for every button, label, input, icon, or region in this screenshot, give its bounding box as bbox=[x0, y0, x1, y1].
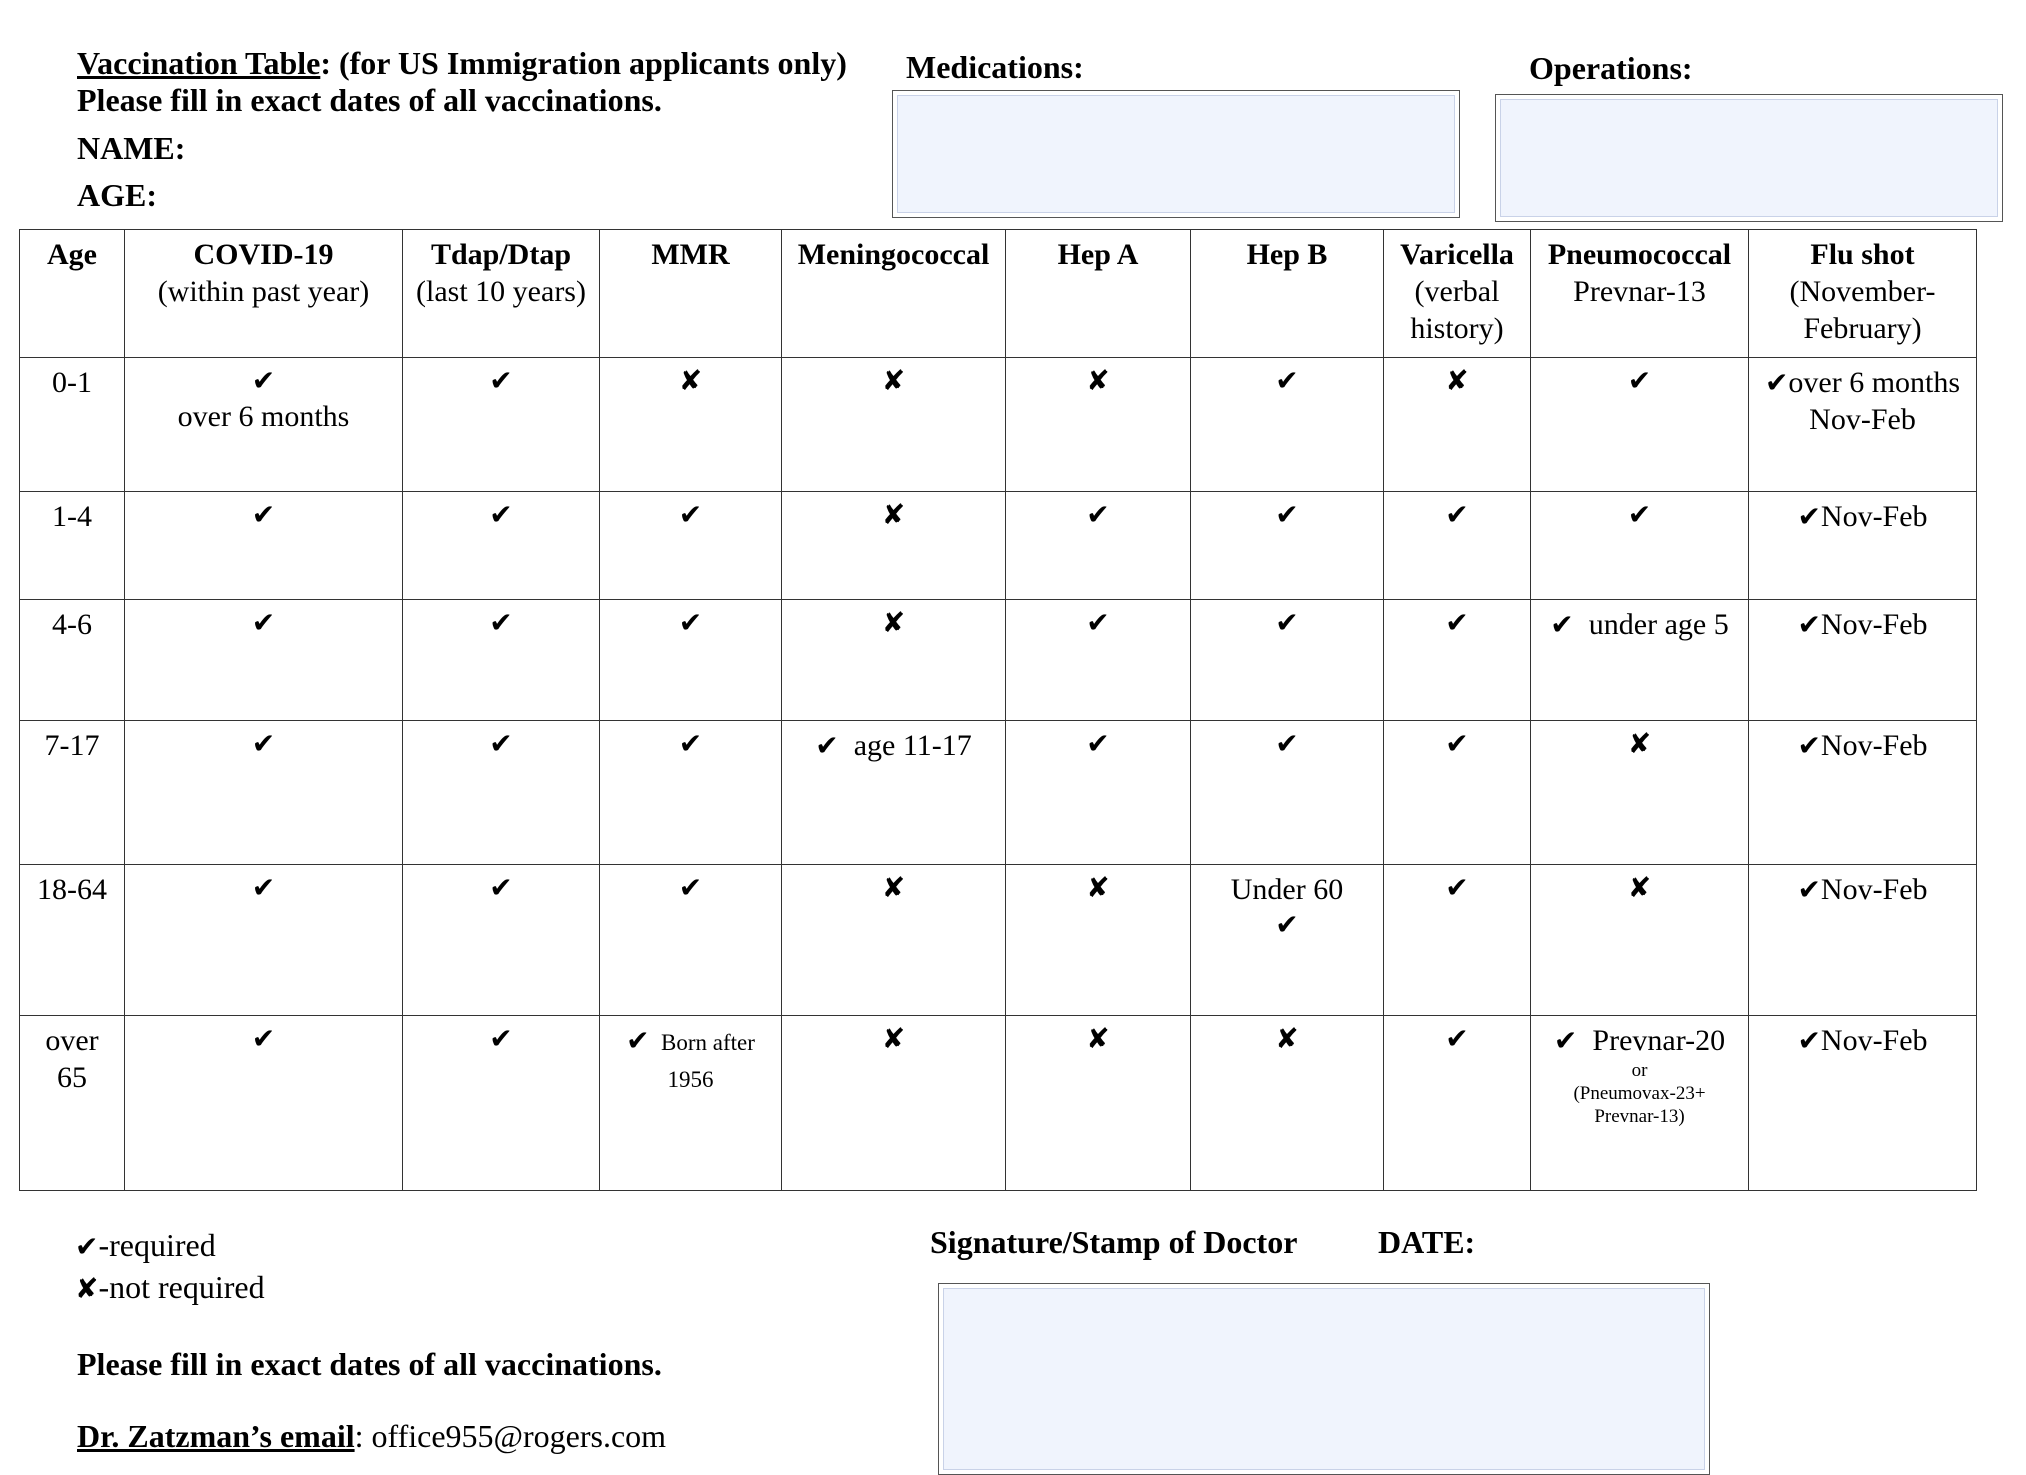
hepb-text: Under 60 bbox=[1230, 873, 1344, 906]
table-row bbox=[20, 865, 1977, 1016]
hep-a-cell bbox=[1006, 1016, 1191, 1191]
covid-cell bbox=[125, 492, 403, 600]
check-icon: ✔ bbox=[489, 871, 513, 904]
flu-cell bbox=[1749, 1016, 1977, 1191]
flu-text: Nov-Feb bbox=[1820, 1024, 1928, 1057]
meningococcal-cell bbox=[782, 600, 1006, 721]
form-title bbox=[77, 44, 847, 82]
col-header-hep-b: Hep B bbox=[1191, 230, 1384, 358]
signature-field[interactable] bbox=[938, 1283, 1710, 1475]
check-icon: ✔ bbox=[489, 498, 513, 531]
hep-a-cell bbox=[1006, 600, 1191, 721]
mmr-text-2: 1956 bbox=[667, 1067, 714, 1092]
mmr-text: Born after bbox=[661, 1030, 755, 1055]
check-icon: ✔ bbox=[1275, 908, 1299, 941]
hep-a-cell bbox=[1006, 492, 1191, 600]
pneumo-alt-2: Prevnar-13) bbox=[1594, 1106, 1685, 1127]
meningococcal-cell bbox=[782, 721, 1006, 865]
covid-cell bbox=[125, 1016, 403, 1191]
tdap-cell bbox=[403, 358, 600, 492]
mmr-cell bbox=[600, 721, 782, 865]
check-icon: ✔ bbox=[251, 364, 276, 397]
age-label: AGE: bbox=[77, 177, 157, 213]
cross-icon: ✘ bbox=[1627, 871, 1652, 904]
flu-cell bbox=[1749, 492, 1977, 600]
check-icon: ✔ bbox=[489, 727, 513, 760]
check-icon: ✔ bbox=[626, 1024, 650, 1057]
col-header-tdap: Tdap/Dtap (last 10 years) bbox=[403, 230, 600, 358]
check-icon: ✔ bbox=[1627, 498, 1652, 531]
operations-label: Operations: bbox=[1529, 50, 1693, 86]
pneumococcal-cell bbox=[1531, 721, 1749, 865]
check-icon: ✔ bbox=[251, 727, 276, 760]
check-icon: ✔ bbox=[1275, 498, 1299, 531]
hep-b-cell bbox=[1191, 865, 1384, 1016]
check-icon: ✔ bbox=[678, 606, 703, 639]
check-icon: ✔ bbox=[1797, 608, 1821, 641]
check-icon: ✔ bbox=[1275, 727, 1299, 760]
flu-text: over 6 months bbox=[1788, 366, 1961, 399]
covid-cell bbox=[125, 600, 403, 721]
tdap-cell bbox=[403, 865, 600, 1016]
cross-icon: ✘ bbox=[1445, 364, 1469, 397]
varicella-cell bbox=[1384, 492, 1531, 600]
hep-a-cell bbox=[1006, 865, 1191, 1016]
age-cell: 7-17 bbox=[20, 721, 125, 865]
hep-b-cell bbox=[1191, 721, 1384, 865]
covid-cell bbox=[125, 358, 403, 492]
pneumo-alt-1: (Pneumovax-23+ bbox=[1573, 1083, 1706, 1104]
tdap-cell bbox=[403, 492, 600, 600]
cross-icon: ✘ bbox=[1086, 364, 1110, 397]
check-icon: ✔ bbox=[1086, 606, 1110, 639]
hep-b-cell bbox=[1191, 358, 1384, 492]
check-icon: ✔ bbox=[1553, 1024, 1578, 1057]
check-icon: ✔ bbox=[1627, 364, 1652, 397]
check-icon: ✔ bbox=[678, 871, 703, 904]
hep-a-cell bbox=[1006, 358, 1191, 492]
flu-cell bbox=[1749, 358, 1977, 492]
mmr-cell bbox=[600, 358, 782, 492]
hep-a-cell bbox=[1006, 721, 1191, 865]
cross-icon: ✘ bbox=[1275, 1022, 1299, 1055]
check-icon: ✔ bbox=[815, 729, 839, 762]
check-icon: ✔ bbox=[1797, 1024, 1821, 1057]
check-icon: ✔ bbox=[1550, 608, 1574, 641]
tdap-cell bbox=[403, 600, 600, 721]
check-icon: ✔ bbox=[251, 871, 276, 904]
mmr-cell bbox=[600, 865, 782, 1016]
mening-text: age 11-17 bbox=[853, 729, 972, 762]
cross-icon: ✘ bbox=[1627, 727, 1652, 760]
covid-cell bbox=[125, 865, 403, 1016]
hep-b-cell bbox=[1191, 1016, 1384, 1191]
form-title-rest: : (for US Immigration applicants only) bbox=[320, 45, 847, 81]
col-header-age: Age bbox=[20, 230, 125, 358]
check-icon: ✔ bbox=[1445, 606, 1469, 639]
check-icon: ✔ bbox=[678, 727, 703, 760]
check-icon: ✔ bbox=[1797, 729, 1821, 762]
pneumo-or: or bbox=[1631, 1060, 1648, 1081]
col-header-pneumococcal: Pneumococcal Prevnar-13 bbox=[1531, 230, 1749, 358]
pneumococcal-cell bbox=[1531, 1016, 1749, 1191]
check-icon: ✔ bbox=[1445, 871, 1469, 904]
check-icon: ✔ bbox=[75, 1230, 99, 1263]
cross-icon: ✘ bbox=[75, 1272, 99, 1305]
flu-text: Nov-Feb bbox=[1820, 729, 1928, 762]
meningococcal-cell bbox=[782, 492, 1006, 600]
pneumo-text: under age 5 bbox=[1588, 608, 1729, 641]
table-row bbox=[20, 600, 1977, 721]
pneumococcal-cell bbox=[1531, 865, 1749, 1016]
cross-icon: ✘ bbox=[881, 1022, 906, 1055]
mmr-cell bbox=[600, 600, 782, 721]
cross-icon: ✘ bbox=[678, 364, 703, 397]
check-icon: ✔ bbox=[489, 364, 513, 397]
check-icon: ✔ bbox=[1797, 500, 1821, 533]
mmr-cell bbox=[600, 1016, 782, 1191]
tdap-cell bbox=[403, 721, 600, 865]
hep-b-cell bbox=[1191, 600, 1384, 721]
covid-note: over 6 months bbox=[177, 400, 350, 433]
varicella-cell bbox=[1384, 600, 1531, 721]
legend-required: ✔-required bbox=[75, 1227, 216, 1263]
meningococcal-cell bbox=[782, 358, 1006, 492]
varicella-cell bbox=[1384, 865, 1531, 1016]
date-label: DATE: bbox=[1378, 1224, 1476, 1260]
medications-field[interactable] bbox=[892, 90, 1460, 218]
age-cell: over 65 bbox=[20, 1016, 125, 1191]
flu-cell bbox=[1749, 600, 1977, 721]
flu-note: Nov-Feb bbox=[1809, 403, 1916, 436]
age-cell: 1-4 bbox=[20, 492, 125, 600]
check-icon: ✔ bbox=[1445, 1022, 1469, 1055]
varicella-cell bbox=[1384, 358, 1531, 492]
col-header-hep-a: Hep A bbox=[1006, 230, 1191, 358]
pneumococcal-cell bbox=[1531, 358, 1749, 492]
cross-icon: ✘ bbox=[1086, 1022, 1110, 1055]
col-header-meningococcal: Meningococcal bbox=[782, 230, 1006, 358]
signature-label: Signature/Stamp of Doctor bbox=[930, 1224, 1298, 1260]
cross-icon: ✘ bbox=[881, 606, 906, 639]
check-icon: ✔ bbox=[1086, 498, 1110, 531]
varicella-cell bbox=[1384, 721, 1531, 865]
col-header-mmr: MMR bbox=[600, 230, 782, 358]
check-icon: ✔ bbox=[251, 606, 276, 639]
col-header-varicella: Varicella (verbal history) bbox=[1384, 230, 1531, 358]
check-icon: ✔ bbox=[1445, 498, 1469, 531]
table-header-row bbox=[20, 230, 1977, 358]
age-cell: 0-1 bbox=[20, 358, 125, 492]
flu-cell bbox=[1749, 721, 1977, 865]
legend-not-required: ✘-not required bbox=[75, 1269, 265, 1305]
cross-icon: ✘ bbox=[881, 498, 906, 531]
cross-icon: ✘ bbox=[881, 871, 906, 904]
varicella-cell bbox=[1384, 1016, 1531, 1191]
table-row bbox=[20, 492, 1977, 600]
check-icon: ✔ bbox=[1797, 873, 1821, 906]
pneumo-text: Prevnar-20 bbox=[1592, 1024, 1726, 1057]
medications-label: Medications: bbox=[906, 49, 1084, 85]
check-icon: ✔ bbox=[251, 498, 276, 531]
age-cell: 18-64 bbox=[20, 865, 125, 1016]
pneumococcal-cell bbox=[1531, 600, 1749, 721]
check-icon: ✔ bbox=[1275, 606, 1299, 639]
footer-instruction: Please fill in exact dates of all vaccinations. bbox=[77, 1346, 662, 1382]
meningococcal-cell bbox=[782, 1016, 1006, 1191]
check-icon: ✔ bbox=[678, 498, 703, 531]
pneumococcal-cell bbox=[1531, 492, 1749, 600]
check-icon: ✔ bbox=[489, 606, 513, 639]
check-icon: ✔ bbox=[251, 1022, 276, 1055]
email-line: Dr. Zatzman’s email: office955@rogers.com bbox=[77, 1418, 667, 1454]
operations-field[interactable] bbox=[1495, 94, 2003, 222]
meningococcal-cell bbox=[782, 865, 1006, 1016]
flu-text: Nov-Feb bbox=[1820, 608, 1928, 641]
tdap-cell bbox=[403, 1016, 600, 1191]
header-instruction: Please fill in exact dates of all vaccinations. bbox=[77, 82, 662, 118]
form-title-underlined: Vaccination Table bbox=[77, 45, 321, 81]
cross-icon: ✘ bbox=[1086, 871, 1110, 904]
cross-icon: ✘ bbox=[881, 364, 906, 397]
flu-text: Nov-Feb bbox=[1820, 500, 1928, 533]
col-header-covid: COVID-19 (within past year) bbox=[125, 230, 403, 358]
table-row bbox=[20, 1016, 1977, 1191]
check-icon: ✔ bbox=[489, 1022, 513, 1055]
check-icon: ✔ bbox=[1086, 727, 1110, 760]
table-row bbox=[20, 358, 1977, 492]
covid-cell bbox=[125, 721, 403, 865]
name-label: NAME: bbox=[77, 130, 186, 166]
flu-cell bbox=[1749, 865, 1977, 1016]
check-icon: ✔ bbox=[1445, 727, 1469, 760]
email-label: Dr. Zatzman’s email bbox=[77, 1418, 355, 1454]
age-cell: 4-6 bbox=[20, 600, 125, 721]
vaccination-table bbox=[19, 229, 1977, 1191]
col-header-flu-shot: Flu shot (November-February) bbox=[1749, 230, 1977, 358]
mmr-cell bbox=[600, 492, 782, 600]
hep-b-cell bbox=[1191, 492, 1384, 600]
check-icon: ✔ bbox=[1764, 366, 1789, 399]
email-address: office955@rogers.com bbox=[371, 1418, 667, 1454]
check-icon: ✔ bbox=[1275, 364, 1299, 397]
flu-text: Nov-Feb bbox=[1820, 873, 1928, 906]
table-row bbox=[20, 721, 1977, 865]
